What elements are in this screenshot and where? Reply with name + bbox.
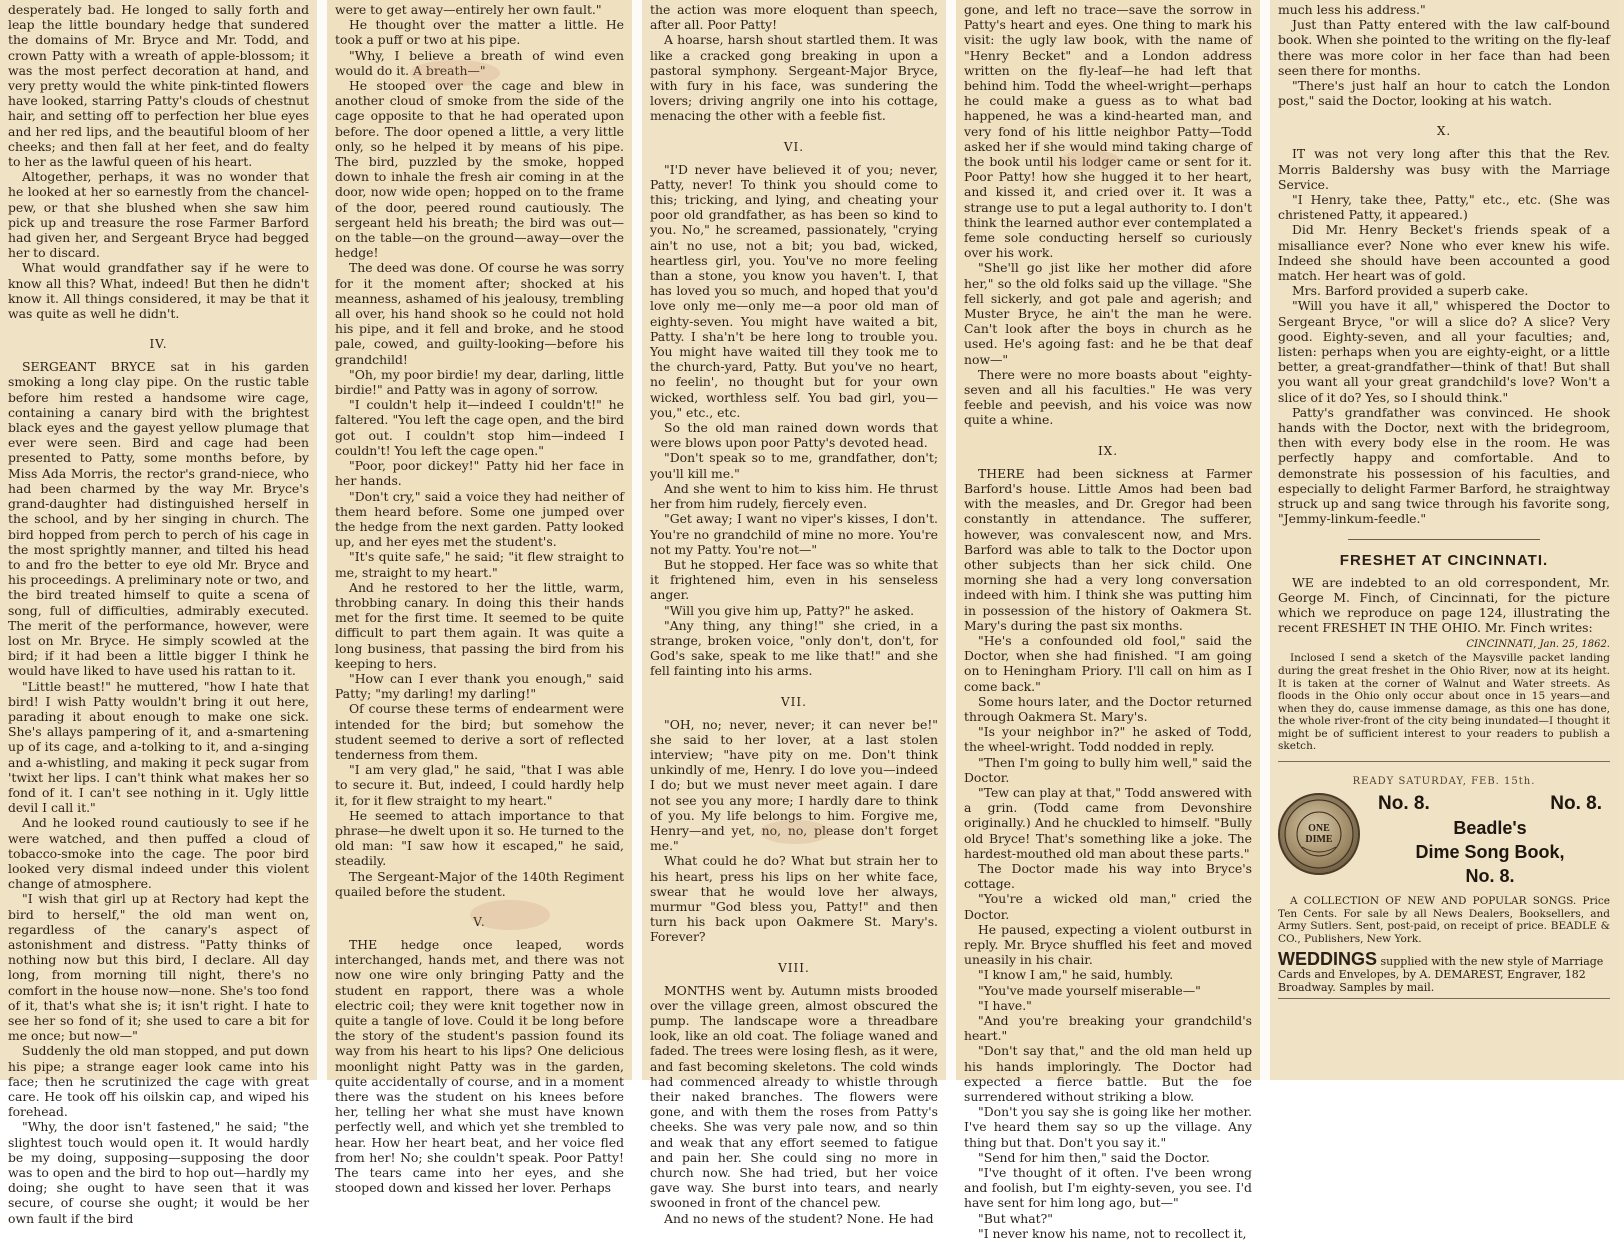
paragraph: "Don't you say she is going like her mother. I've heard them say so up the village. Any thing but that. Don't you say it." bbox=[964, 1104, 1252, 1150]
paper-stain bbox=[1060, 150, 1120, 172]
paragraph: "Don't say that," and the old man held up his hands imploringly. The Doctor had expected a fierce battle. But the foe surrendered without striking a blow. bbox=[964, 1043, 1252, 1105]
section-heading: VII. bbox=[781, 694, 807, 709]
ad-name-line-1: Beadle's bbox=[1453, 818, 1527, 839]
paragraph: "Why, the door isn't fastened," he said; "the slightest touch would open it. It would hardly be my doing, supposing—supposing the door was to open and the bird to hop out—hardly my doing; she ought to have seen that it was secure, of course she ought; it would be her own fault if the bird bbox=[8, 1119, 309, 1226]
paragraph: "Is your neighbor in?" he asked of Todd, the wheel-wright. Todd nodded in reply. bbox=[964, 724, 1252, 755]
paragraph: "Why, I believe a breath of wind even would do it. A breath—" bbox=[335, 47, 624, 78]
paragraph: "Little beast!" he muttered, "how I hate that bird! I wish Patty wouldn't bring it out here, parading it about enough to make one sick. She's allays pampering of it, and a-smartening up of its cage, and a-tolking to it, and a-singing and a-whistling, and making it peck sugar from 'twixt her lips. I can't think what makes her so fond of it. I can't see nothing in it. Ugly little devil I call it." bbox=[8, 678, 309, 816]
freshet-intro: WE are indebted to an old correspondent, Mr. George M. Finch, of Cincinnati, for the picture which we reproduce on page 124, illustrating the recent FRESHET IN THE OHIO. Mr. Finch writes: bbox=[1278, 574, 1610, 636]
paragraph: Suddenly the old man stopped, and put down his pipe; a strange eager look came into his face; then he scrutinized the cage with great care. He took off his oilskin cap, and wiped his forehead. bbox=[8, 1043, 309, 1120]
paragraph: the action was more eloquent than speech, after all. Poor Patty! bbox=[650, 2, 938, 33]
paragraph: Patty's grandfather was convinced. He shook hands with the Doctor, next with the bridegroom, then with every body else in the room. He was perfectly happy and comfortable. And to demonstrate his possession of his faculties, and especially to delight Farmer Barford, he straightway struck up and sang twice through his favorite song, "Jemmy-linkum-feedle." bbox=[1278, 404, 1610, 527]
paragraph: "Oh, my poor birdie! my dear, darling, little birdie!" and Patty was in agony of sorrow. bbox=[335, 366, 624, 398]
section-heading: IV. bbox=[149, 337, 168, 352]
paragraph: The deed was done. Of course he was sorry for it the moment after; shocked at his meanness, ashamed of his jealousy, trembling all over, his hand shook so he could not hold his pipe, and it fell and broke, and he stood pale, cowed, and guilty-looking—before his grandchild! bbox=[335, 260, 624, 367]
paragraph: "I'D never have believed it of you; never, Patty, never! To think you should come to this; tricking, and lying, and cheating your poor old grandfather, as has been so kind to you. No," he screamed, passionately, "crying ain't no use, not a bit; you bad, wicked, heartless girl, you. You've no more feeling than a stone, you know you haven't. I, that has loved you so much, and hoped that you'd love only me—only me—a poor old man of eighty-seven. You might have waited a bit, Patty. I sha'n't be here long to trouble you. You might have waited till they took me to the church-yard, Patty. But you've no heart, no feelin', no thought but for your own wicked, worthless self. You bad girl, you—you," etc., etc. bbox=[650, 161, 938, 420]
paragraph: "Don't speak so to me, grandfather, don't; you'll kill me." bbox=[650, 450, 938, 481]
paragraph: Did Mr. Henry Becket's friends speak of a misalliance ever? None who ever knew his wife. Indeed she should have been accounted a good match. Her heart was of gold. bbox=[1278, 222, 1610, 284]
paragraph: "Poor, poor dickey!" Patty hid her face in her hands. bbox=[335, 458, 624, 489]
issue-number-left: No. 8. bbox=[1378, 793, 1430, 815]
paragraph: "I never know his name, not to recollect it, bbox=[978, 1225, 1247, 1241]
paragraph: gone, and left no trace—save the sorrow in Patty's heart and eyes. One thing to mark his visit: the ugly law book, with the name of "Henry Becket" and a London address written on the fly-leaf—he had left that behind him. Todd the wheel-wright—perhaps he could make a guess as to what bad happened, he was a kind-hearted man, and very fond of his little neighbor Patty—Todd asked her if she would mind taking charge of the book until his lodger came or sent for it. Poor Patty! how she hugged it to her heart, and kissed it, and cried over it. It was a strange use to put a legal authority to. I don't think the learned author ever contemplated a feme sole conducting herself so curiously over his work. bbox=[964, 2, 1252, 261]
paragraph: There were no more boasts about "eighty-seven and all his faculties." He was very feeble and peevish, and his voice was now quite a whine. bbox=[964, 366, 1252, 428]
paragraph: desperately bad. He longed to sally forth and leap the little boundary hedge that sundered the domains of Mr. Bryce and Mr. Todd, and crown Patty with a wreath of apple-blossom; it was the most perfect decoration at hand, and very pretty would the white pink-tinted flowers have looked, starring Patty's clouds of chestnut hair, and setting off to perfection her blue eyes and her red lips, and the beautiful bloom of her cheeks; and then fall at her feet, and do fealty to her as the lawful queen of his heart. bbox=[8, 2, 309, 170]
paragraph: "OH, no; never, never; it can never be!" she said to her lover, at a last stolen interview; "have pity on me. Don't think unkindly of me, Henry. I do love you—indeed I do; but we must never meet again. I dare not see you any more; I hardly dare to think of you. My life belongs to him. Forgive me, Henry—and yet, no, no, please don't forget me." bbox=[650, 716, 938, 854]
freshet-title: FRESHET AT CINCINNATI. bbox=[1339, 551, 1549, 569]
paragraph: And no news of the student? None. He had bbox=[664, 1210, 934, 1226]
column-3 bbox=[642, 0, 946, 1226]
issue-number-right: No. 8. bbox=[1550, 793, 1602, 815]
paragraph: "He's a confounded old fool," said the Doctor, when she had finished. "I am going on to Heningham Priory. I'll call on him as I come back." bbox=[964, 632, 1252, 694]
paragraph: SERGEANT BRYCE sat in his garden smoking a long clay pipe. On the rustic table before him rested a handsome wire cage, containing a canary bird with the brightest black eyes and the gayest yellow plumage that ever were seen. Bird and cage had been presented to Patty, some months before, by Miss Ada Morris, the rector's grand-niece, who had been charmed by the way Mr. Bryce's grand-daughter had distinguished herself in the school, and by her singing in church. The bird hopped from perch to perch of his cage in the most sprightly manner, and tilted his head to and fro the better to eye old Mr. Bryce and his proceedings. A preliminary note or two, and the bird treated himself to quite a scena of song, full of difficulties, admirably executed. The merit of the performance, however, were lost on Mr. Bryce. He simply scowled at the bird; if it had been a little bigger I think he would have liked to have used his rattan to it. bbox=[8, 359, 309, 679]
paragraph: A hoarse, harsh shout startled them. It was like a cracked gong breaking in upon a pastoral symphony. Sergeant-Major Bryce, with fury in his face, was sundering the lovers; driving angrily one into his cottage, menacing the other with a feeble fist. bbox=[650, 32, 938, 124]
paper-stain bbox=[410, 60, 500, 86]
dime-coin-icon bbox=[1278, 793, 1360, 875]
column-gap bbox=[317, 0, 327, 1080]
paragraph: "How can I ever thank you enough," said Patty; "my darling! my darling!" bbox=[335, 670, 624, 702]
paragraph: "There's just half an hour to catch the London post," said the Doctor, looking at his watch. bbox=[1278, 78, 1610, 109]
ad-name-line-3: No. 8. bbox=[1465, 866, 1515, 887]
paragraph: "Send for him then," said the Doctor. bbox=[978, 1149, 1210, 1165]
paragraph: IT was not very long after this that the Rev. Morris Baldershy was busy with the Marriage Service. bbox=[1278, 146, 1610, 192]
paragraph: "Then I'm going to bully him well," said the Doctor. bbox=[964, 754, 1252, 785]
paragraph: much less his address." bbox=[1278, 2, 1426, 17]
paragraph: He seemed to attach importance to that phrase—he dwelt upon it so. He turned to the old man: "I saw how it escaped," he said, steadily. bbox=[335, 807, 624, 869]
paragraph: The Sergeant-Major of the 140th Regiment quailed before the student. bbox=[335, 868, 624, 899]
column-gap bbox=[946, 0, 956, 1080]
paragraph: "I wish that girl up at Rectory had kept the bird to herself," the old man went on, regardless of the canary's aspect of astonishment and distress. "Patty thinks of nothing now but this bird, I declare. All day long, from morning till night, there's no comfort in the house now—none. She's too fond of it, that's what she is; it isn't right. I hate to see her so fond of it; she used to care a bit for me once; but now—" bbox=[8, 891, 309, 1044]
coin-label bbox=[1305, 823, 1332, 845]
paragraph: "You've made yourself miserable—" bbox=[978, 982, 1201, 998]
paper-stain bbox=[470, 900, 550, 930]
section-heading: IX. bbox=[1097, 443, 1119, 458]
paragraph: "I know I am," he said, humbly. bbox=[978, 967, 1174, 983]
section-heading: VIII. bbox=[778, 960, 810, 975]
paragraph: "Don't cry," said a voice they had neither of them heard before. Some one jumped over the hedge from the next garden. Patty looked up, and her eyes met the student's. bbox=[335, 488, 624, 550]
rule-divider bbox=[1348, 539, 1540, 540]
paragraph: And he looked round cautiously to see if he were watched, and then puffed a cloud of tobacco-smoke into the cage. The poor bird looked very dismal indeed under this violent change of atmosphere. bbox=[8, 815, 309, 892]
paragraph: "Tew can play at that," Todd answered with a grin. (Todd came from Devonshire originally.) And he chuckled to himself. "Bully old Bryce! That's something like a joke. The hardest-mouthed old man about these parts." bbox=[964, 784, 1252, 861]
paragraph: "I am very glad," he said, "that I was able to secure it. But, indeed, I could hardly help it, for it flew straight to my heart." bbox=[335, 762, 624, 808]
paragraph: "Will you give him up, Patty?" he asked. bbox=[664, 602, 915, 618]
ad-row bbox=[1278, 793, 1610, 887]
letter-dateline: CINCINNATI, Jan. 25, 1862. bbox=[1466, 639, 1610, 651]
paragraph: He paused, expecting a violent outburst in reply. Mr. Bryce shuffled his feet and moved uneasily in his chair. bbox=[964, 921, 1252, 968]
weddings-ad bbox=[1278, 949, 1610, 995]
paper-stain bbox=[760, 820, 830, 844]
paragraph: "You're a wicked old man," cried the Doctor. bbox=[964, 891, 1252, 922]
paragraph: "I have." bbox=[978, 997, 1032, 1013]
paragraph: Of course these terms of endearment were intended for the bird; but somehow the student seemed to derive a sort of reflected tenderness from them. bbox=[335, 701, 624, 762]
paragraph: He stooped over the cage and blew in another cloud of smoke from the side of the cage opposite to that he had operated upon before. The door opened a little, a very little only, so he helped it by means of his pipe. The bird, puzzled by the smoke, hopped down to inhale the fresh air coming in at the door, now wide open; hopped on to the frame of the door, peered round cautiously. The sergeant held his breath; the bird was out—on the table—on the ground—away—over the hedge! bbox=[335, 78, 624, 261]
ad-name-line-2: Dime Song Book, bbox=[1415, 842, 1565, 863]
ad-text bbox=[1370, 793, 1610, 887]
ready-date: READY SATURDAY, FEB. 15th. bbox=[1352, 776, 1536, 788]
paragraph: "I've thought of it often. I've been wrong and foolish, but I'm eighty-seven, you see. I'd have sent for him long ago, but—" bbox=[964, 1165, 1252, 1211]
column-gap bbox=[632, 0, 642, 1080]
column-gap bbox=[1260, 0, 1270, 1080]
column-5 bbox=[1270, 0, 1618, 1080]
paragraph: "I Henry, take thee, Patty," etc., etc. (She was christened Patty, it appeared.) bbox=[1278, 192, 1610, 223]
section-heading: V. bbox=[473, 914, 486, 929]
column-1 bbox=[0, 0, 317, 1226]
paragraph: "And you're breaking your grandchild's heart." bbox=[964, 1013, 1252, 1044]
paragraph: The Doctor made his way into Bryce's cottage. bbox=[964, 860, 1252, 892]
paragraph: MONTHS went by. Autumn mists brooded over the village green, almost obscured the pump. The landscape wore a threadbare look, like an old coat. The foliage waned and faded. The trees were losing flesh, as it were, and fast becoming skeletons. The cold winds had commenced already to whistle through their naked branches. The flowers were gone, and with them the roses from Patty's cheeks. She was very pale now, and so thin and weak that any effort seemed to fatigue and pain her. She could sing no more in church now. She had tried, but her voice gave way. She burst into tears, and nearly swooned in front of the chancel pew. bbox=[650, 982, 938, 1211]
paragraph: So the old man rained down words that were blows upon poor Patty's devoted head. bbox=[650, 420, 938, 451]
weddings-text: supplied with the new style of Marriage Cards and Envelopes, by A. DEMAREST, Engraver, 182 Broadway. Samples by mail. bbox=[1278, 955, 1604, 995]
paragraph: Some hours later, and the Doctor returned through Oakmera St. Mary's. bbox=[964, 693, 1252, 724]
coin-top-text: ONE bbox=[1308, 823, 1330, 835]
advertisement bbox=[1278, 761, 1610, 999]
paragraph: "It's quite safe," he said; "it flew straight to me, straight to my heart." bbox=[335, 549, 624, 580]
paragraph: Just than Patty entered with the law calf-bound book. When she pointed to the writing on the fly-leaf there was more color in her face than had been seen there for months. bbox=[1278, 17, 1610, 78]
section-heading: X. bbox=[1436, 124, 1452, 139]
weddings-heading: WEDDINGS bbox=[1278, 949, 1377, 970]
paragraph: "Get away; I want no viper's kisses, I don't. You're no grandchild of mine no more. You're not my Patty. You're not—" bbox=[650, 511, 938, 557]
ad-description: A COLLECTION OF NEW AND POPULAR SONGS. Price Ten Cents. For sale by all News Dealers, Booksellers, and Army Sutlers. Sent, post-paid, on receipt of price. BEADLE & CO., Publishers, New York. bbox=[1278, 895, 1610, 945]
paragraph: "Any thing, any thing!" she cried, in a strange, broken voice, "only don't, don't, for God's sake, speak to me like that!" and she fell fainting into his arms. bbox=[650, 617, 938, 679]
paragraph: But he stopped. Her face was so white that it frightened him, even in his senseless anger. bbox=[650, 556, 938, 603]
paragraph: What would grandfather say if he were to know all this? What, indeed! But then he didn't know it. All things considered, it may be that it was quite as well he didn't. bbox=[8, 260, 309, 322]
paragraph: What could he do? What but strain her to his heart, press his lips on her white face, swear that he would love her always, murmur "God bless you, Patty!" and then turn his back upon Oakmere St. Mary's. Forever? bbox=[650, 853, 938, 945]
freshet-letter: Inclosed I send a sketch of the Maysville packet landing during the great freshet in the Ohio River, now at its height. It is taken at the corner of Walnut and Water streets. As floods in the Ohio only occur about once in 15 years—and when they do, cause immense damage, as this one has done, the whole river-front of the city being inundated—I thought it might be of sufficient interest to your readers to publish a sketch. bbox=[1278, 652, 1610, 753]
paragraph: "She'll go jist like her mother did afore her," so the old folks said up the village. "She fell sickerly, and got pale and agerish; and Muster Bryce, he ain't the man he were. Can't look after the boys in church as he used. He's agoing fast: and he be that deaf now—" bbox=[964, 260, 1252, 367]
coin-bottom-text: DIME bbox=[1305, 834, 1333, 846]
paragraph: "But what?" bbox=[978, 1210, 1053, 1226]
paragraph: "Will you have it all," whispered the Doctor to Sergeant Bryce, "or will a slice do? A slice? Very good. Eighty-seven, and all your faculties; and, listen: perhaps when you are eighty-eight, or a little better, a great-grandfather—think of that! But shall you want all your great grandchild's love? Won't a slice of it do? Yes, so I should think." bbox=[1278, 298, 1610, 405]
paragraph: "I couldn't help it—indeed I couldn't!" he faltered. "You left the cage open, and the bird got out. I couldn't stop him—indeed I couldn't! You left the cage open." bbox=[335, 397, 624, 458]
issue-number-row bbox=[1370, 793, 1610, 815]
paragraph: THERE had been sickness at Farmer Barford's house. Little Amos had been bad with the measles, and Dr. Gregor had been constantly in attendance. The sufferer, however, was convalescent now, and Mrs. Barford was able to talk to the Doctor upon other subjects than her sick child. One morning she had a very long conversation indeed with him. I think she was putting him in possession of the history of Oakmera St. Mary's during the past six months. bbox=[964, 465, 1252, 633]
paragraph: THE hedge once leaped, words interchanged, hands met, and there was not now one wire only bringing Patty and the student en rapport, there was a whole electric coil; they were knit together now in quite a tangle of love. Could it be long before the story of the student's passion found its way from his heart to his lips? One delicious moonlight night Patty was in the garden, quite accidentally of course, and in a moment there was the student on his knees before her, telling her what she must have known perfectly well, and which yet she trembled to hear. How her heart beat, and her voice fled from her! No; she couldn't speak. Poor Patty! The tears came into her eyes, and she stooped down and kissed her lover. Perhaps bbox=[335, 936, 624, 1196]
paragraph: And she went to him to kiss him. He thrust her from him rudely, fiercely even. bbox=[650, 480, 938, 512]
section-heading: VI. bbox=[783, 139, 805, 154]
paragraph: He thought over the matter a little. He took a puff or two at his pipe. bbox=[335, 17, 624, 48]
paragraph: were to get away—entirely her own fault." bbox=[335, 2, 602, 17]
paragraph: And he restored to her the little, warm, throbbing canary. In doing this their hands met for the first time. It seemed to be quite difficult to part them again. It was quite a long business, that passing the bird from his keeping to hers. bbox=[335, 579, 624, 671]
paragraph: Mrs. Barford provided a superb cake. bbox=[1292, 283, 1529, 299]
paragraph: Altogether, perhaps, it was no wonder that he looked at her so earnestly from the chancel-pew, or that she blushed when she saw him pick up and treasure the rose Farmer Barford had given her, and Sergeant Bryce had begged her to discard. bbox=[8, 169, 309, 261]
